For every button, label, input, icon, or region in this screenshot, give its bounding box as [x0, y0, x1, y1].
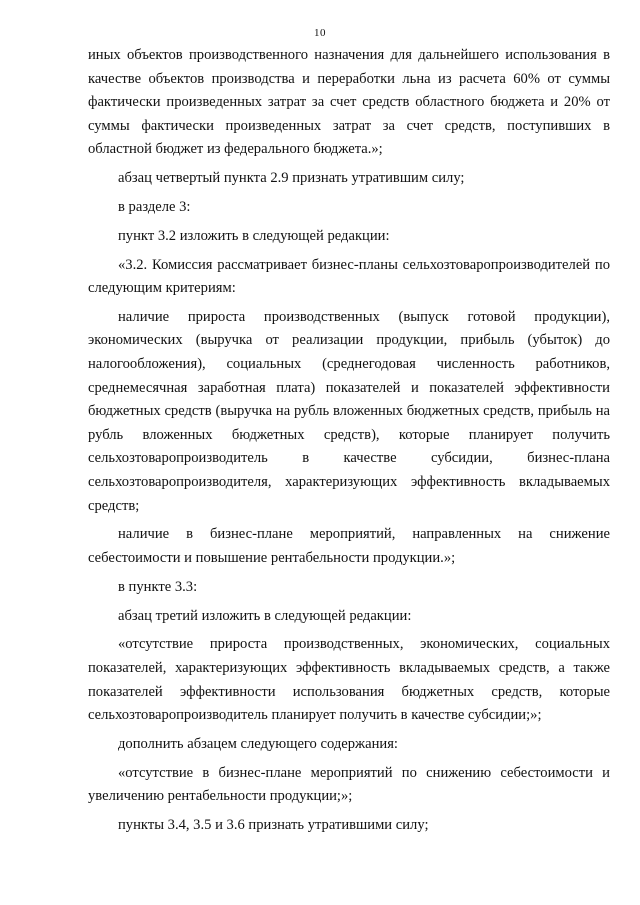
paragraph-criterion-measures: наличие в бизнес-плане мероприятий, направленных на снижение себестоимости и повышение рентабельности продукции.»;	[88, 526, 610, 566]
paragraph-supplement: дополнить абзацем следующего содержания:	[118, 735, 398, 752]
paragraph-continuation: иных объектов производственного назначения для дальнейшего использования в качестве объектов производства и переработки льна из расчета 60% от суммы фактически произведенных затрат за счет средств областного бюджета и 20% от суммы фактически произведенных затрат за счет средств, поступивших в областной бюджет из федерального бюджета.»;	[88, 47, 610, 158]
paragraph-absence-growth: «отсутствие прироста производственных, экономических, социальных показателей, характеризующих эффективность вкладываемых средств, а также показателей эффективности использования бюджетных средств, которые сельхозтоваропроизводитель планирует получить в качестве субсидии;»;	[88, 636, 610, 724]
page-number: 10	[314, 27, 326, 39]
paragraph-criterion-growth: наличие прироста производственных (выпуск готовой продукции), экономических (выручка от реализации продукции, прибыль (убыток) до налогообложения), социальных (среднегодовая численность работников, среднемесячная заработная плата) показателей и показателей эффективности бюджетных средств (выручка на рубль вложенных бюджетных средств, прибыль на рубль вложенных бюджетных средств), которые планирует получить сельхозтоваропроизводитель в качестве субсидии, бизнес-плана сельхозтоваропроизводителя, характеризующих эффективность вкладываемых средств;	[88, 308, 610, 514]
paragraph-third-abzac: абзац третий изложить в следующей редакции:	[118, 607, 412, 624]
paragraph-clauses-void: пункты 3.4, 3.5 и 3.6 признать утратившими силу;	[118, 817, 429, 834]
document-body	[88, 44, 610, 838]
paragraph-clause-3-2-text: «3.2. Комиссия рассматривает бизнес-планы сельхозтоваропроизводителей по следующим критериям:	[88, 256, 610, 297]
paragraph-clause-2-9: абзац четвертый пункта 2.9 признать утратившим силу;	[118, 170, 465, 187]
paragraph-clause-3-2-intro: пункт 3.2 изложить в следующей редакции:	[118, 227, 390, 244]
paragraph-clause-3-3: в пункте 3.3:	[118, 578, 198, 595]
paragraph-absence-measures: «отсутствие в бизнес-плане мероприятий по снижению себестоимости и увеличению рентабельности продукции;»;	[88, 764, 610, 805]
paragraph-section-3: в разделе 3:	[118, 198, 191, 215]
